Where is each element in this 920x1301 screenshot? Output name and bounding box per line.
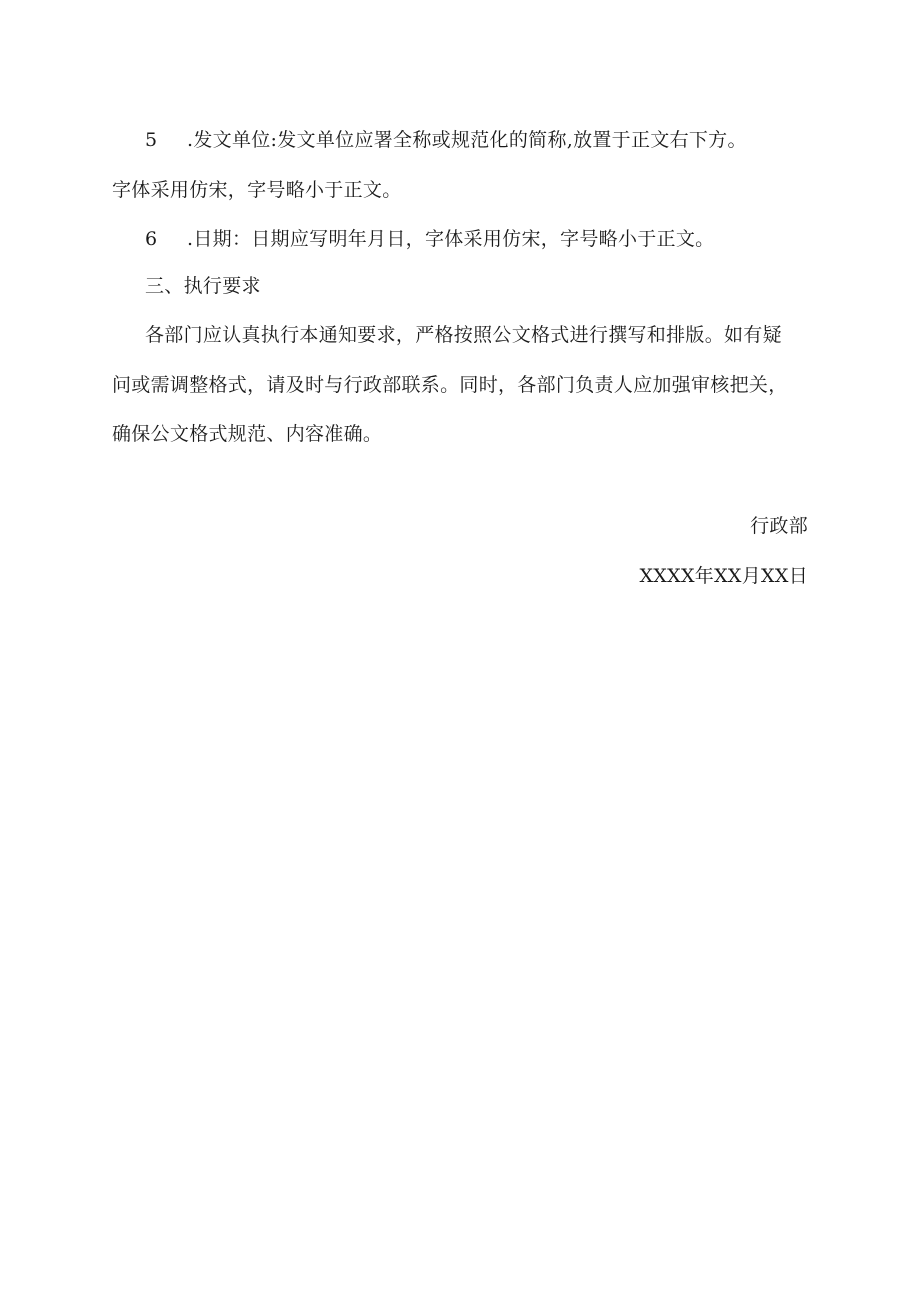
item-5 (145, 128, 747, 152)
section-3-heading: 三、执行要求 (145, 275, 261, 297)
section-3-body-line-2: 问或需调整格式，请及时与行政部联系。同时，各部门负责人应加强审核把关， (112, 374, 788, 396)
item-6 (145, 227, 714, 251)
item-6-text: .日期：日期应写明年月日，字体采用仿宋，字号略小于正文。 (187, 228, 715, 250)
section-3-body-line-1: 各部门应认真执行本通知要求，严格按照公文格式进行撰写和排版。如有疑 (145, 324, 782, 346)
item-6-number: 6 (145, 228, 158, 250)
item-5-number: 5 (145, 129, 158, 151)
signature-issuer: 行政部 (750, 515, 808, 537)
item-5-continued: 字体采用仿宋，字号略小于正文。 (112, 179, 402, 201)
item-5-text: .发文单位:发文单位应署全称或规范化的简称,放置于正文右下方。 (187, 129, 747, 151)
signature-date: XXXX年XX月XX日 (639, 565, 808, 587)
section-3-body-line-3: 确保公文格式规范、内容准确。 (112, 423, 383, 445)
